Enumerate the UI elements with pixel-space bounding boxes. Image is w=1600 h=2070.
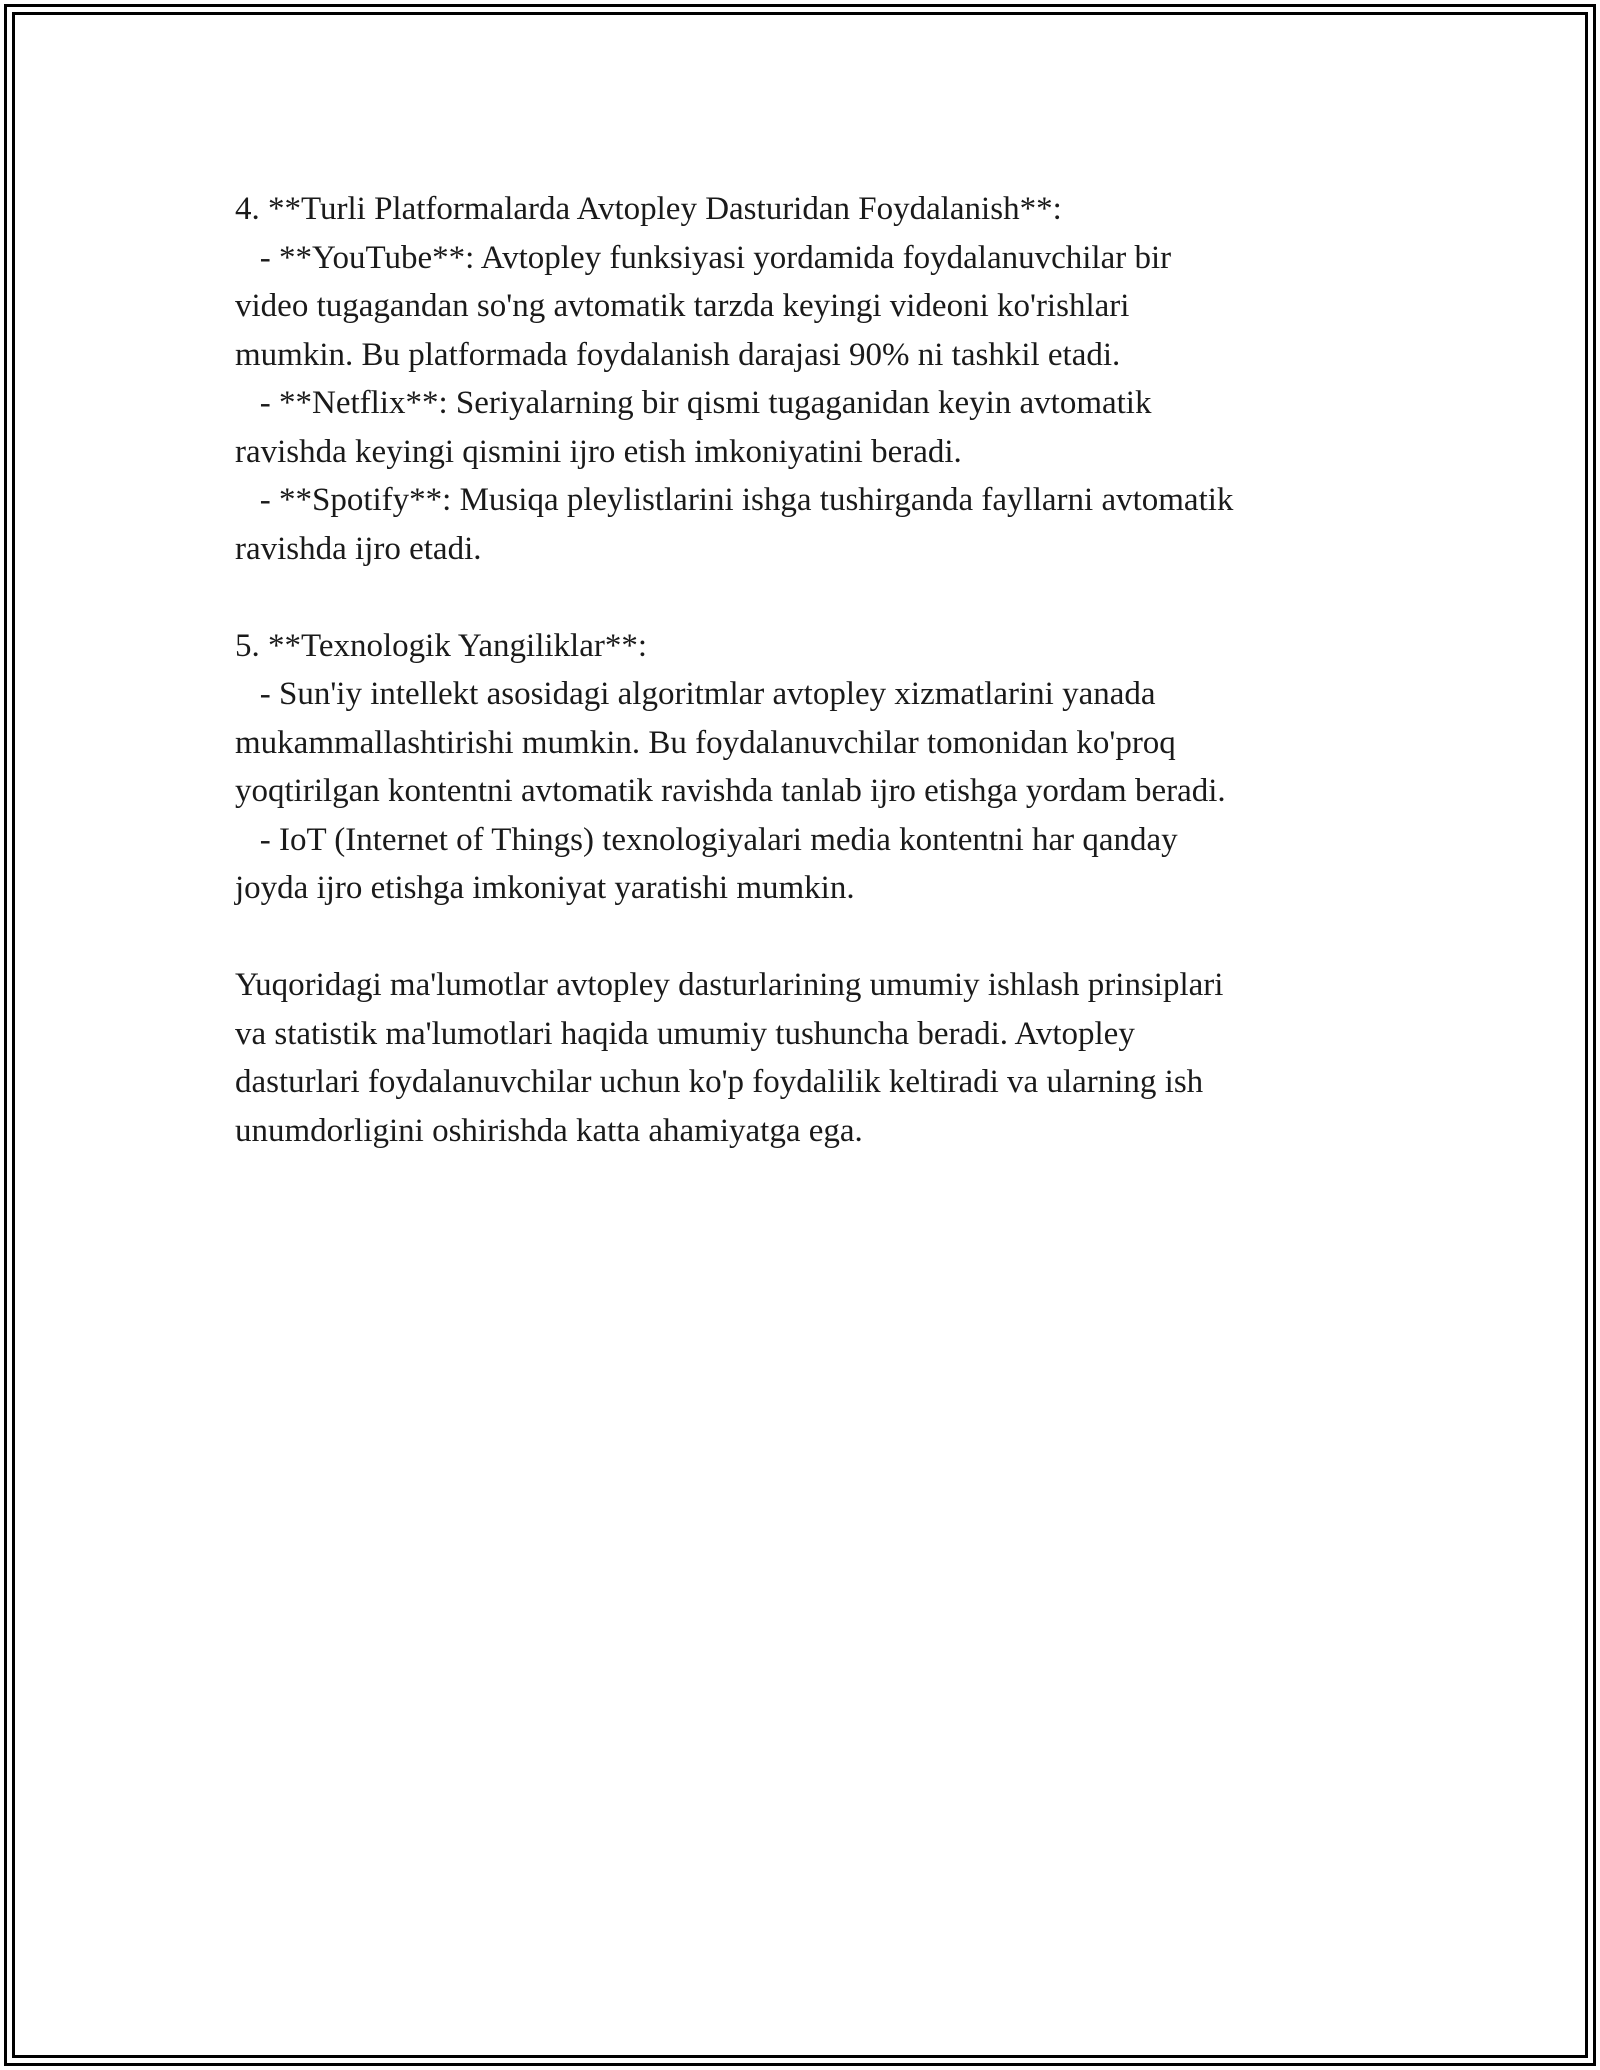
- conclusion-paragraph: Yuqoridagi ma'lumotlar avtopley dasturlarining umumiy ishlash prinsiplari va statistik ma'lumotlari haqida umumiy tushuncha beradi. Avtopley dasturlari foydalanuvchilar uchun ko'p foydalilik keltiradi va ularning ish unumdorligini oshirishda katta ahamiyatga ega.: [235, 967, 1224, 1149]
- section-4-heading: 4. **Turli Platformalarda Avtopley Dasturidan Foydalanish**:: [235, 191, 1062, 227]
- section-4-item-youtube: - **YouTube**: Avtopley funksiyasi yordamida foydalanuvchilar bir video tugagandan so'ng avtomatik tarzda keyingi videoni ko'rishlari mumkin. Bu platformada foydalanish darajasi 90% ni tashkil etadi.: [235, 239, 1172, 373]
- section-5-heading: 5. **Texnologik Yangiliklar**:: [235, 627, 648, 664]
- paragraph-spacer: [235, 573, 1375, 622]
- document-body: [235, 185, 1375, 1155]
- paragraph-spacer: [235, 913, 1375, 962]
- section-4-item-netflix: - **Netflix**: Seriyalarning bir qismi tugaganidan keyin avtomatik ravishda keyingi qismini ijro etish imkoniyatini beradi.: [235, 385, 1152, 470]
- section-4-item-spotify: - **Spotify**: Musiqa pleylistlarini ishga tushirganda fayllarni avtomatik ravishda ijro etadi.: [235, 482, 1234, 567]
- section-5-item-iot: - IoT (Internet of Things) texnologiyalari media kontentni har qanday joyda ijro etishga imkoniyat yaratishi mumkin.: [235, 821, 1178, 906]
- section-5-item-ai: - Sun'iy intellekt asosidagi algoritmlar avtopley xizmatlarini yanada mukammallashtirishi mumkin. Bu foydalanuvchilar tomonidan ko'proq yoqtirilgan kontentni avtomatik ravishda tanlab ijro etishga yordam beradi.: [235, 676, 1226, 809]
